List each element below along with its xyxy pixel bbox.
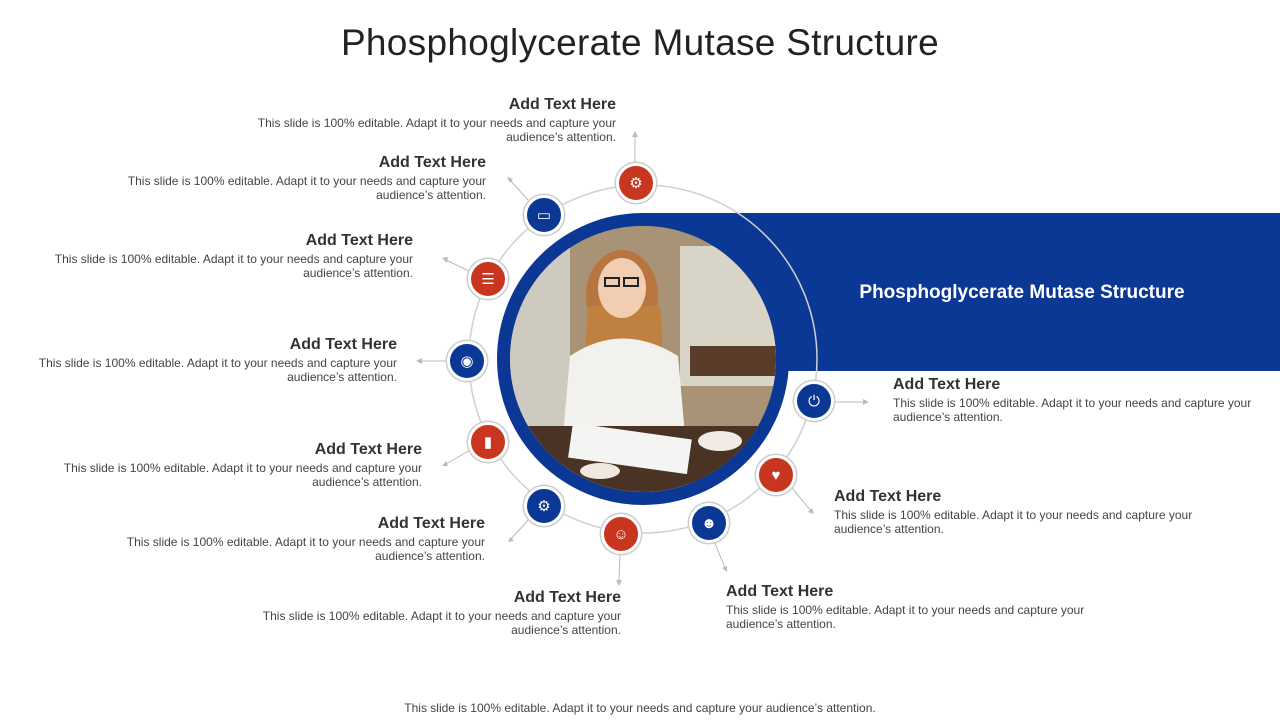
gear-toolbox-icon: ⚙ <box>524 486 564 526</box>
item-body: This slide is 100% editable. Adapt it to your needs and capture your audience’s attention. <box>127 174 486 202</box>
text-block-4 <box>17 335 397 384</box>
item-body: This slide is 100% editable. Adapt it to your needs and capture your audience’s attention. <box>262 609 621 637</box>
user-message-icon: ☻ <box>689 503 729 543</box>
footer-note: This slide is 100% editable. Adapt it to your needs and capture your audience’s attention. <box>404 701 876 715</box>
presentation-icon: ▭ <box>524 195 564 235</box>
item-heading: Add Text Here <box>726 583 834 600</box>
photo-illustration <box>510 226 776 492</box>
gear-person-icon: ⚙ <box>616 163 656 203</box>
woman-photo <box>510 226 776 492</box>
item-heading: Add Text Here <box>508 96 616 113</box>
item-body: This slide is 100% editable. Adapt it to your needs and capture your audience’s attention. <box>726 603 1085 631</box>
item-body: This slide is 100% editable. Adapt it to your needs and capture your audience’s attention. <box>126 535 485 563</box>
item-heading: Add Text Here <box>314 441 422 458</box>
text-block-5 <box>42 440 422 489</box>
item-body: This slide is 100% editable. Adapt it to your needs and capture your audience’s attention. <box>54 252 413 280</box>
item-heading: Add Text Here <box>289 336 397 353</box>
slide-title: Phosphoglycerate Mutase Structure <box>340 22 940 63</box>
power-icon: ⏻ <box>794 381 834 421</box>
camera-icon: ◉ <box>447 341 487 381</box>
item-body: This slide is 100% editable. Adapt it to your needs and capture your audience’s attention. <box>893 396 1252 424</box>
item-body: This slide is 100% editable. Adapt it to your needs and capture your audience’s attention. <box>38 356 397 384</box>
item-heading: Add Text Here <box>834 488 942 505</box>
item-heading: Add Text Here <box>377 515 485 532</box>
item-body: This slide is 100% editable. Adapt it to your needs and capture your audience’s attention. <box>63 461 422 489</box>
settings-panel-icon: ☰ <box>468 259 508 299</box>
item-body: This slide is 100% editable. Adapt it to your needs and capture your audience’s attention. <box>257 116 616 144</box>
text-block-1 <box>236 95 616 144</box>
text-block-8 <box>726 582 1106 631</box>
text-block-3 <box>33 231 413 280</box>
item-heading: Add Text Here <box>305 232 413 249</box>
text-block-2 <box>106 153 486 202</box>
text-block-9 <box>834 487 1214 536</box>
hand-person-icon: ♥ <box>756 455 796 495</box>
item-heading: Add Text Here <box>893 376 1001 393</box>
team-chat-icon: ☺ <box>601 514 641 554</box>
text-block-6 <box>105 514 485 563</box>
text-block-10 <box>893 375 1273 424</box>
item-heading: Add Text Here <box>378 154 486 171</box>
text-block-7 <box>241 588 621 637</box>
item-body: This slide is 100% editable. Adapt it to your needs and capture your audience’s attention. <box>834 508 1193 536</box>
item-heading: Add Text Here <box>513 589 621 606</box>
banner-title: Phosphoglycerate Mutase Structure <box>859 282 1185 303</box>
battery-icon: ▮ <box>468 422 508 462</box>
